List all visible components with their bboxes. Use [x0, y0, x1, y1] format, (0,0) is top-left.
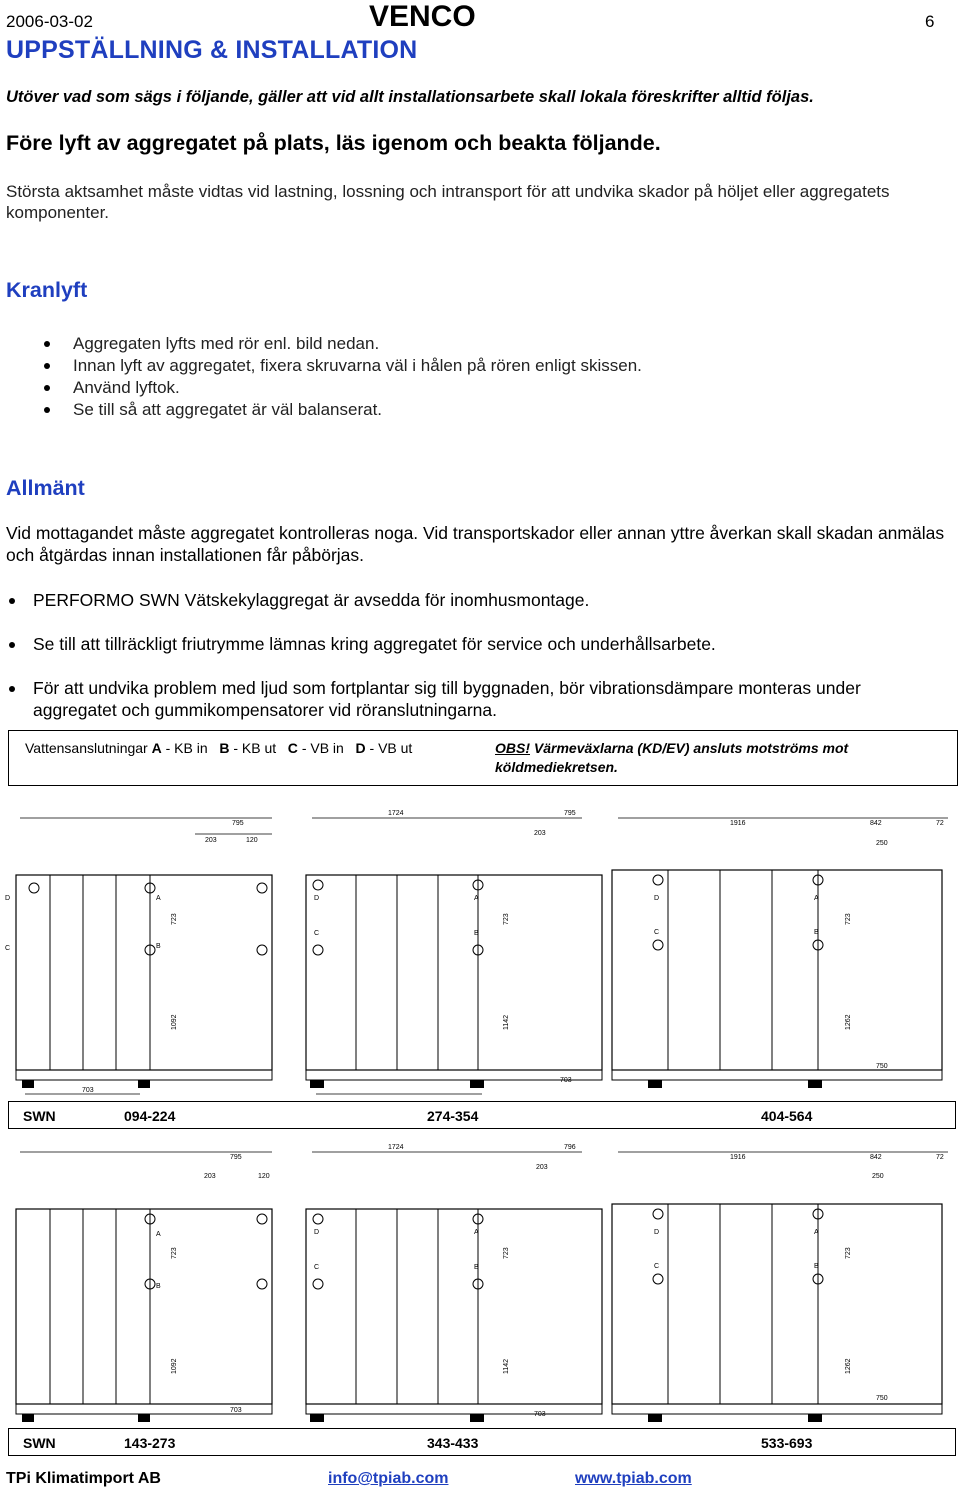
svg-text:A: A [474, 895, 479, 902]
svg-text:B: B [474, 1264, 479, 1271]
unit-drawing-large [612, 818, 948, 1088]
dim-label: 203 [204, 1173, 216, 1180]
model-range: 274-354 [427, 1108, 479, 1124]
model-range: 343-433 [427, 1435, 479, 1451]
svg-text:A: A [156, 1231, 161, 1238]
dim-label: 723 [503, 913, 510, 925]
footer-company: TPi Klimatimport AB [6, 1470, 161, 1487]
dim-label: 1724 [388, 1144, 404, 1151]
svg-text:C: C [654, 1263, 660, 1270]
svg-text:C: C [654, 929, 660, 936]
dim-label: 203 [205, 837, 217, 844]
dim-label: 796 [564, 1144, 576, 1151]
connections-legend: Vattensanslutningar A - KB in B - KB ut C - VB in D - VB ut [25, 740, 413, 756]
dim-label: 750 [876, 1395, 888, 1402]
dim-label: 795 [230, 1154, 242, 1161]
list-item: Se till så att aggregatet är väl balanserat. [44, 399, 642, 421]
dim-label: 750 [876, 1063, 888, 1070]
intro-note: Utöver vad som sägs i följande, gäller att vid allt installationsarbete skall lokala föreskrifter alltid följas. [6, 88, 814, 106]
svg-text:D: D [654, 895, 660, 902]
svg-text:A: A [814, 895, 819, 902]
connections-box [8, 730, 958, 786]
list-item: Aggregaten lyfts med rör enl. bild nedan. [44, 333, 642, 355]
dim-label: 1142 [503, 1014, 510, 1030]
svg-text:D: D [314, 1229, 320, 1236]
dim-label: 723 [845, 1247, 852, 1259]
allmant-list-1 [6, 589, 946, 611]
dim-label: 72 [936, 820, 944, 827]
list-item: Innan lyft av aggregatet, fixera skruvarna väl i hålen på rören enligt skissen. [44, 355, 642, 377]
dim-label: 1092 [171, 1358, 178, 1374]
dim-label: 795 [232, 820, 244, 827]
page-number: 6 [925, 12, 935, 31]
model-range: 533-693 [761, 1435, 813, 1451]
dim-label: 120 [258, 1173, 270, 1180]
dim-label: 723 [171, 1247, 178, 1259]
dim-label: 703 [82, 1087, 94, 1094]
dim-label: 1092 [171, 1014, 178, 1030]
svg-text:C: C [314, 930, 320, 937]
kranlyft-heading: Kranlyft [6, 278, 88, 302]
dim-label: 72 [936, 1154, 944, 1161]
svg-text:B: B [474, 930, 479, 937]
dim-label: 723 [845, 913, 852, 925]
document-date: 2006-03-02 [6, 12, 93, 31]
brand-logo-text: VENCO [369, 0, 476, 33]
list-item: För att undvika problem med ljud som fortplantar sig till byggnaden, bör vibrationsdämpare monteras under aggregatet och gummikompensatorer vid röranslutningarna. [6, 677, 946, 721]
dim-label: 703 [534, 1411, 546, 1418]
dim-label: 1724 [388, 810, 404, 817]
dim-label: 723 [503, 1247, 510, 1259]
drawing-row-2 [0, 1134, 960, 1424]
drawing-row-1 [0, 800, 960, 1098]
unit-drawing-medium [306, 1144, 602, 1422]
dim-label: 1262 [845, 1014, 852, 1030]
allmant-list-3 [6, 677, 946, 721]
dim-label: 1262 [845, 1358, 852, 1374]
allmant-heading: Allmänt [6, 476, 85, 500]
dim-label: 203 [534, 830, 546, 837]
dim-label: 1916 [730, 820, 746, 827]
page-title: UPPSTÄLLNING & INSTALLATION [6, 36, 418, 64]
before-lift-heading: Före lyft av aggregatet på plats, läs igenom och beakta följande. [6, 131, 661, 155]
model-label: SWN [23, 1108, 56, 1124]
svg-text:D: D [654, 1229, 660, 1236]
dim-label: 842 [870, 820, 882, 827]
model-range: 094-224 [124, 1108, 176, 1124]
list-item: Använd lyftok. [44, 377, 642, 399]
allmant-list-2 [6, 633, 946, 655]
dim-label: 723 [171, 913, 178, 925]
footer-web-link[interactable]: www.tpiab.com [575, 1470, 692, 1487]
unit-drawing-small [5, 818, 272, 1098]
dim-label: 795 [564, 810, 576, 817]
kranlyft-list [44, 333, 642, 421]
model-range: 143-273 [124, 1435, 176, 1451]
dim-label: 250 [876, 840, 888, 847]
svg-text:A: A [156, 895, 161, 902]
svg-text:B: B [156, 943, 161, 950]
dim-label: 203 [536, 1164, 548, 1171]
unit-drawing-medium [306, 810, 602, 1094]
connections-note: OBS! Värmeväxlarna (KD/EV) ansluts motströms mot köldmediekretsen. [495, 740, 849, 775]
dim-label: 1142 [503, 1358, 510, 1374]
model-row-1 [8, 1101, 956, 1129]
unit-drawing-small [16, 1152, 272, 1422]
unit-drawing-large [612, 1152, 948, 1422]
dim-label: 703 [560, 1077, 572, 1084]
svg-text:B: B [156, 1283, 161, 1290]
list-item: PERFORMO SWN Vätskekylaggregat är avsedda för inomhusmontage. [6, 589, 946, 611]
svg-text:C: C [5, 945, 11, 952]
caution-paragraph: Största aktsamhet måste vidtas vid lastning, lossning och intransport för att undvika skador på höljet eller aggregatets komponenter. [6, 182, 890, 222]
dim-label: 842 [870, 1154, 882, 1161]
svg-text:D: D [314, 895, 320, 902]
dim-label: 120 [246, 837, 258, 844]
svg-text:A: A [474, 1229, 479, 1236]
svg-text:B: B [814, 929, 819, 936]
allmant-paragraph: Vid mottagandet måste aggregatet kontrolleras noga. Vid transportskador eller annan yttre åverkan skall skadan anmälas och åtgärdas innan installationen får påbörjas. [6, 523, 945, 565]
model-range: 404-564 [761, 1108, 813, 1124]
dim-label: 703 [230, 1407, 242, 1414]
svg-text:C: C [314, 1264, 320, 1271]
svg-text:D: D [5, 895, 11, 902]
footer-email-link[interactable]: info@tpiab.com [328, 1470, 449, 1487]
model-label: SWN [23, 1435, 56, 1451]
dim-label: 250 [872, 1173, 884, 1180]
svg-text:A: A [814, 1229, 819, 1236]
svg-text:B: B [814, 1263, 819, 1270]
list-item: Se till att tillräckligt friutrymme lämnas kring aggregatet för service och underhållsarbete. [6, 633, 946, 655]
model-row-2 [8, 1428, 956, 1456]
dim-label: 1916 [730, 1154, 746, 1161]
